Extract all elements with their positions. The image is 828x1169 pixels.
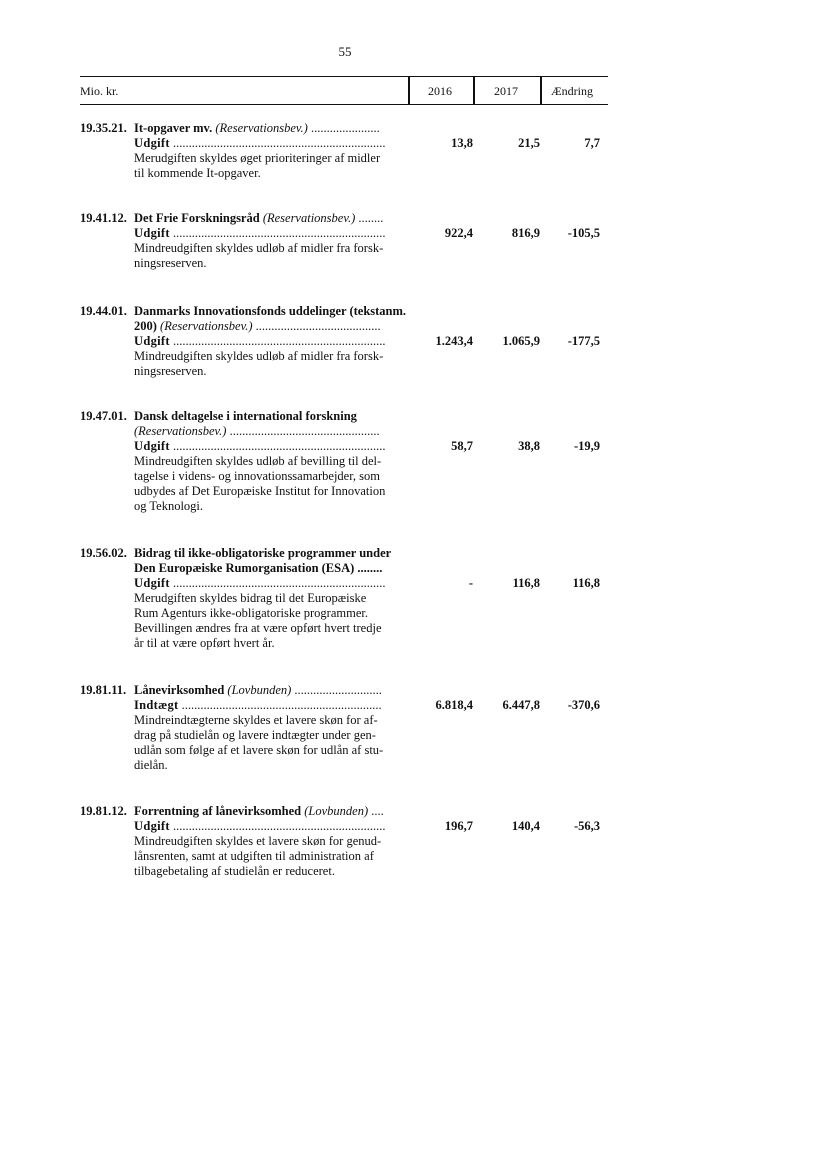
budget-entry [80, 304, 620, 379]
entry-title-line [134, 211, 404, 226]
value-change: -56,3 [573, 819, 600, 833]
entry-title: It-opgaver mv. [134, 121, 213, 135]
entry-type: (Lovbunden) [304, 804, 369, 818]
value-2017: 6.447,8 [502, 698, 540, 712]
entry-type: (Reservationsbev.) [262, 211, 356, 225]
leader-dots: .................................................................... [169, 226, 386, 240]
entry-note-line: dielån. [134, 758, 168, 772]
entry-label-line [134, 819, 404, 834]
entry-note-line: år til at være opført hvert år. [134, 636, 275, 650]
entry-note-line: tagelse i videns- og innovationssamarbejder, som [134, 469, 380, 483]
account-code: 19.44.01. [80, 304, 127, 318]
entry-label: Udgift [134, 819, 170, 833]
value-change: -177,5 [567, 334, 600, 348]
value-change: 116,8 [572, 576, 600, 590]
account-code: 19.56.02. [80, 546, 127, 560]
entry-note-line: drag på studielån og lavere indtægter under gen- [134, 728, 376, 742]
entry-label: Indtægt [134, 698, 179, 712]
entry-note-line: Rum Agenturs ikke-obligatoriske programmer. [134, 606, 368, 620]
column-divider [540, 77, 542, 104]
value-2017: 116,8 [512, 576, 540, 590]
column-header-2016: 2016 [428, 84, 452, 98]
entry-note-line: Mindreudgiften skyldes udløb af midler fra forsk- [134, 349, 384, 363]
entry-label: Udgift [134, 136, 170, 150]
budget-entry [80, 409, 620, 514]
entry-title: Det Frie Forskningsråd [134, 211, 260, 225]
value-2016: 6.818,4 [435, 698, 473, 712]
entry-label: Udgift [134, 439, 170, 453]
entry-label: Udgift [134, 576, 170, 590]
entry-note-line: Mindreudgiften skyldes udløb af bevilling til del- [134, 454, 382, 468]
value-2016: 1.243,4 [435, 334, 473, 348]
budget-entry [80, 804, 620, 879]
account-code: 19.81.11. [80, 683, 127, 697]
account-code: 19.47.01. [80, 409, 127, 423]
entry-note-line: tilbagebetaling af studielån er reduceret. [134, 864, 335, 878]
entry-type: (Lovbunden) [227, 683, 292, 697]
leader-dots: ................................................................ [178, 698, 382, 712]
entry-title-line [134, 546, 414, 561]
leader-dots: ...................... [307, 121, 380, 135]
entry-label-line [134, 136, 404, 151]
entry-title: Forrentning af lånevirksomhed [134, 804, 302, 818]
unit-label: Mio. kr. [80, 84, 119, 98]
value-2016: 13,8 [451, 136, 473, 150]
entry-type: (Reservationsbev.) [215, 121, 308, 135]
value-2017: 38,8 [518, 439, 540, 453]
account-code: 19.35.21. [80, 121, 127, 135]
entry-label: Udgift [134, 334, 170, 348]
value-2016: 922,4 [444, 226, 473, 240]
leader-dots: ........ [354, 561, 383, 575]
value-change: -105,5 [567, 226, 600, 240]
account-code: 19.81.12. [80, 804, 127, 818]
value-2016: 58,7 [451, 439, 473, 453]
entry-label-line [134, 439, 404, 454]
column-header-change: Ændring [551, 84, 593, 98]
entry-note-line: Merudgiften skyldes bidrag til det Europæiske [134, 591, 367, 605]
entry-type: (Reservationsbev.) [160, 319, 253, 333]
entry-label: Udgift [134, 226, 170, 240]
entry-note-line: udbydes af Det Europæiske Institut for Innovation [134, 484, 386, 498]
entry-title-line [134, 121, 404, 136]
value-2017: 21,5 [518, 136, 540, 150]
entry-title-line [134, 561, 404, 576]
value-change: 7,7 [584, 136, 600, 150]
entry-label-line [134, 698, 404, 713]
entry-title: Bidrag til ikke-obligatoriske programmer under [134, 546, 392, 560]
entry-title: Lånevirksomhed [134, 683, 225, 697]
leader-dots: ................................................ [226, 424, 380, 438]
page-number: 55 [338, 44, 352, 59]
entry-title: Danmarks Innovationsfonds uddelinger (tekstanm. [134, 304, 407, 318]
entry-title-line [134, 319, 404, 334]
budget-entry [80, 211, 620, 271]
leader-dots: .................................................................... [169, 439, 386, 453]
table-header [80, 76, 608, 105]
entry-title-line [134, 683, 404, 698]
entry-note-line: Mindreudgiften skyldes udløb af midler fra forsk- [134, 241, 384, 255]
budget-entry [80, 121, 620, 181]
entry-title-line [134, 409, 414, 424]
leader-dots: ........ [355, 211, 384, 225]
entry-label-line [134, 334, 404, 349]
account-code: 19.41.12. [80, 211, 127, 225]
entry-note-line: ningsreserven. [134, 364, 207, 378]
entry-note-line: ningsreserven. [134, 256, 207, 270]
entry-title-line [134, 804, 404, 819]
entry-note-line: Bevillingen ændres fra at være opført hvert tredje [134, 621, 382, 635]
entry-note-line: og Teknologi. [134, 499, 204, 513]
budget-entry [80, 683, 620, 773]
entry-title: Dansk deltagelse i international forskning [134, 409, 357, 423]
value-2016: - [468, 576, 473, 590]
entry-note-line: lånsrenten, samt at udgiften til administration af [134, 849, 374, 863]
entry-type: (Reservationsbev.) [134, 424, 227, 438]
budget-entry [80, 546, 620, 651]
leader-dots: .................................................................... [169, 576, 386, 590]
entry-note-line: Mindreindtægterne skyldes et lavere skøn for af- [134, 713, 378, 727]
value-2017: 816,9 [511, 226, 540, 240]
column-divider [473, 77, 475, 104]
column-header-2017: 2017 [494, 84, 518, 98]
leader-dots: ............................ [291, 683, 382, 697]
entry-title-line [134, 424, 404, 439]
entry-note-line: til kommende It-opgaver. [134, 166, 261, 180]
entry-label-line [134, 226, 404, 241]
leader-dots: .................................................................... [169, 334, 386, 348]
column-divider [408, 77, 410, 104]
entry-note-line: Mindreudgiften skyldes et lavere skøn for genud- [134, 834, 382, 848]
entry-title-continued: 200) [134, 319, 157, 333]
leader-dots: .... [368, 804, 384, 818]
entry-label-line [134, 576, 404, 591]
leader-dots: .................................................................... [169, 136, 386, 150]
value-2016: 196,7 [444, 819, 473, 833]
value-change: -19,9 [573, 439, 600, 453]
value-change: -370,6 [567, 698, 600, 712]
leader-dots: ........................................ [252, 319, 381, 333]
value-2017: 140,4 [511, 819, 540, 833]
leader-dots: .................................................................... [169, 819, 386, 833]
value-2017: 1.065,9 [502, 334, 540, 348]
entry-note-line: Merudgiften skyldes øget prioriteringer af midler [134, 151, 381, 165]
entry-title-continued: Den Europæiske Rumorganisation (ESA) [134, 561, 355, 575]
entry-title-line [134, 304, 464, 319]
entry-note-line: udlån som følge af et lavere skøn for udlån af stu- [134, 743, 384, 757]
